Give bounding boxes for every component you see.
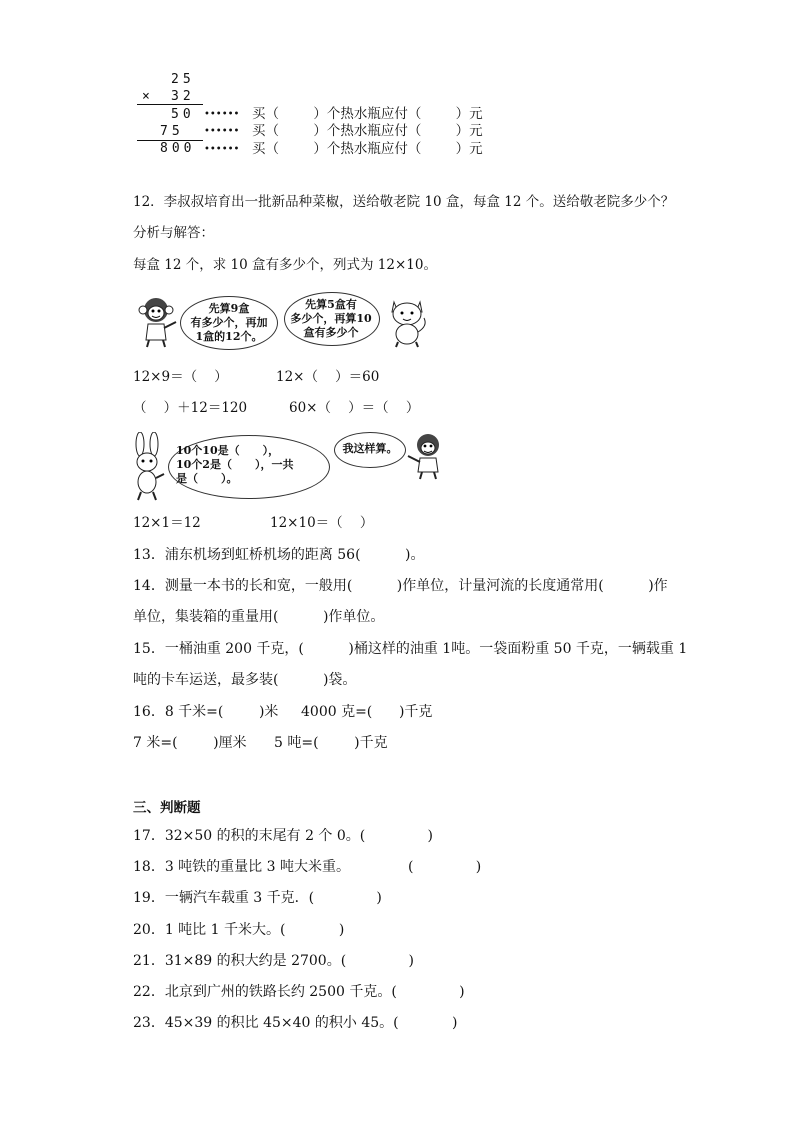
judge-20: 20．1 吨比 1 千米大。( ) <box>133 922 345 938</box>
judge-18: 18．3 吨铁的重量比 3 吨大米重。 <box>133 859 350 875</box>
mult-row1: 25 <box>171 72 195 87</box>
buy-line-2: 买（ ）个热水瓶应付（ ）元 <box>252 123 483 139</box>
eq-2: 12×（ ）＝60 <box>276 369 380 385</box>
mult-row2: 32 <box>171 89 195 104</box>
q16-b: 4000 克=( )千克 <box>301 704 433 720</box>
judge-17: 17．32×50 的积的末尾有 2 个 0。( ) <box>133 828 434 844</box>
bubble-1-text: 先算9盒 有多少个，再加 1盒的12个。 <box>190 302 268 343</box>
q16-c: 7 米=( )厘米 <box>133 735 247 751</box>
mult-sign: × <box>142 89 150 104</box>
eq-4: 60×（ ）＝（ ） <box>289 400 420 416</box>
dots-2: •••••• <box>204 126 240 137</box>
bubble-3-text: 10个10是（ ）， 10个2是（ ），一共 是（ ）。 <box>176 444 294 485</box>
eq-5: 12×1＝12 <box>133 515 201 531</box>
monkey-icon <box>134 296 180 348</box>
q14-line2: 单位，集装箱的重量用( )作单位。 <box>133 609 385 625</box>
q15-line1: 15．一桶油重 200 千克，( )桶这样的油重 1吨。一袋面粉重 50 千克，一辆载重 1 <box>133 641 688 657</box>
cat-icon <box>384 296 430 348</box>
mult-line-1 <box>137 104 203 105</box>
q15-line2: 吨的卡车运送，最多装( )袋。 <box>133 672 357 688</box>
q16-d: 5 吨=( )千克 <box>274 735 388 751</box>
bubble-4-text: 我这样算。 <box>342 442 398 455</box>
mult-row4: 75 <box>160 124 184 139</box>
q13: 13．浦东机场到虹桥机场的距离 56( )。 <box>133 547 425 563</box>
judge-18-paren: ( ) <box>408 859 482 875</box>
q12-intro: 每盒 12 个，求 10 盒有多少个，列式为 12×10。 <box>133 257 437 273</box>
q14-line1: 14．测量一本书的长和宽，一般用( )作单位，计量河流的长度通常用( )作 <box>133 578 668 594</box>
judge-22: 22．北京到广州的铁路长约 2500 千克。( ) <box>133 984 465 1000</box>
buy-line-3: 买（ ）个热水瓶应付（ ）元 <box>252 141 483 157</box>
mult-row5: 800 <box>160 141 196 156</box>
dots-3: •••••• <box>204 144 240 155</box>
q12-text: 12．李叔叔培育出一批新品种菜椒，送给敬老院 10 盒，每盒 12 个。送给敬老院多少个？ <box>133 194 675 210</box>
mult-row3: 50 <box>171 107 195 122</box>
q16-a: 16．8 千米=( )米 <box>133 704 279 720</box>
rabbit-icon <box>128 432 168 502</box>
judge-23: 23．45×39 的积比 45×40 的积小 45。( ) <box>133 1015 458 1031</box>
section-title-judgement: 三、判断题 <box>133 800 201 816</box>
q12-analysis: 分析与解答： <box>133 225 214 241</box>
bubble-2-text: 先算5盒有 多少个，再算10 盒有多少个 <box>290 298 372 339</box>
eq-6: 12×10＝（ ） <box>270 515 374 531</box>
judge-21: 21．31×89 的积大约是 2700。( ) <box>133 953 414 969</box>
eq-3: （ ）＋12＝120 <box>133 400 248 416</box>
dots-1: •••••• <box>204 109 240 120</box>
eq-1: 12×9＝（ ） <box>133 369 228 385</box>
judge-19: 19．一辆汽车载重 3 千克．( ) <box>133 890 382 906</box>
monkey-icon <box>404 432 448 480</box>
buy-line-1: 买（ ）个热水瓶应付（ ）元 <box>252 106 483 122</box>
